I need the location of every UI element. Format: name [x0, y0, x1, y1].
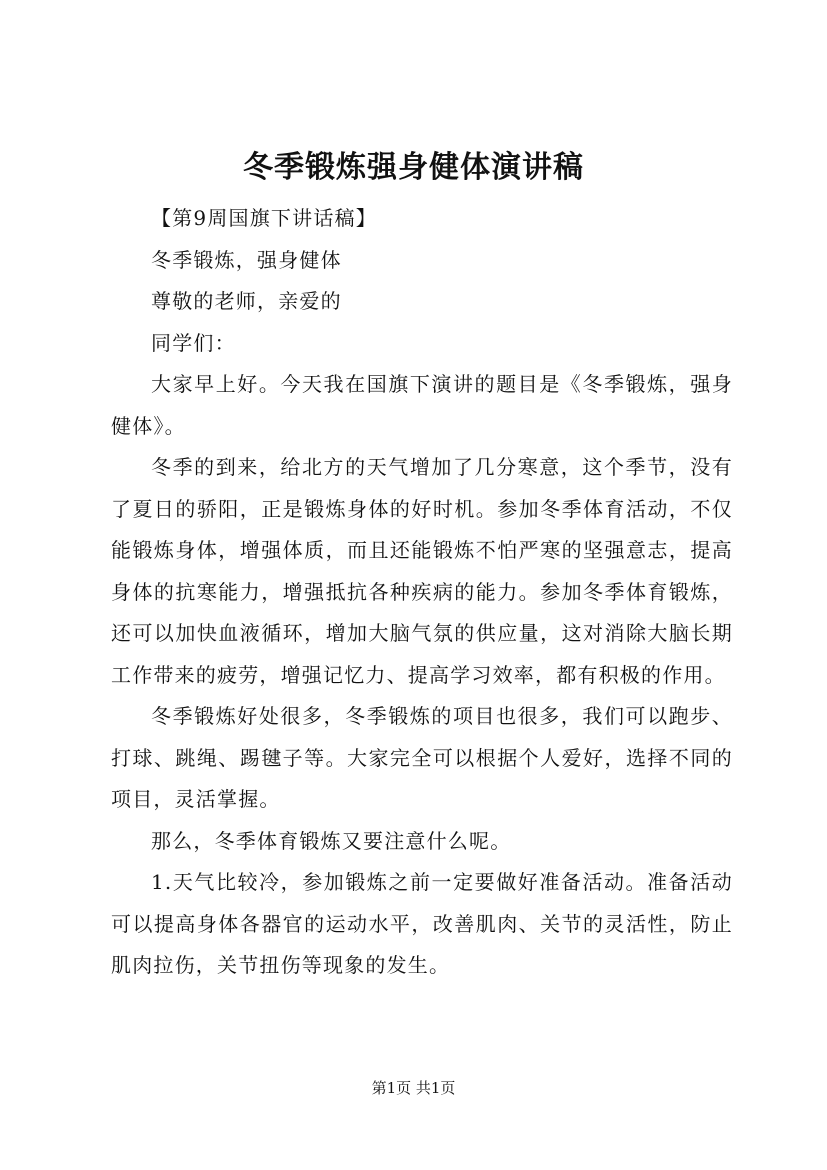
paragraph-greeting: 大家早上好。今天我在国旗下演讲的题目是《冬季锻炼，强身健体》。: [111, 372, 733, 438]
paragraph-question: 那么，冬季体育锻炼又要注意什么呢。: [151, 828, 512, 853]
paragraph-speech-topic: 冬季锻炼，强身健体: [151, 247, 342, 272]
paragraph-speech-label: 【第9周国旗下讲话稿】: [151, 206, 377, 230]
paragraph-winter-benefits: 冬季的到来，给北方的天气增加了几分寒意，这个季节，没有了夏日的骄阳，正是锻炼身体的好时机。参加冬季体育活动，不仅能锻炼身体，增强体质，而且还能锻炼不怕严寒的坚强意志，提高身体的抗寒能力，增强抵抗各种疾病的能力。参加冬季体育锻炼，还可以加快血液循环，增加大脑气氛的供应量，这对消除大脑长期工作带来的疲劳，增强记忆力、提高学习效率，都有积极的作用。: [111, 455, 733, 687]
paragraph-salutation: 尊敬的老师，亲爱的: [151, 289, 342, 313]
paragraph-salutation-continued: 同学们：: [151, 330, 236, 355]
paragraph-exercise-options: 冬季锻炼好处很多，冬季锻炼的项目也很多，我们可以跑步、打球、跳绳、踢毽子等。大家完全可以根据个人爱好，选择不同的项目，灵活掌握。: [111, 704, 733, 811]
page-footer: 第1页 共1页: [371, 1079, 456, 1097]
document-title: 冬季锻炼强身健体演讲稿: [243, 150, 584, 185]
paragraph-tip-warmup: 1.天气比较冷，参加锻炼之前一定要做好准备活动。准备活动可以提高身体各器官的运动水平，改善肌肉、关节的灵活性，防止肌肉拉伤，关节扭伤等现象的发生。: [111, 870, 733, 977]
document-body: [111, 198, 733, 987]
